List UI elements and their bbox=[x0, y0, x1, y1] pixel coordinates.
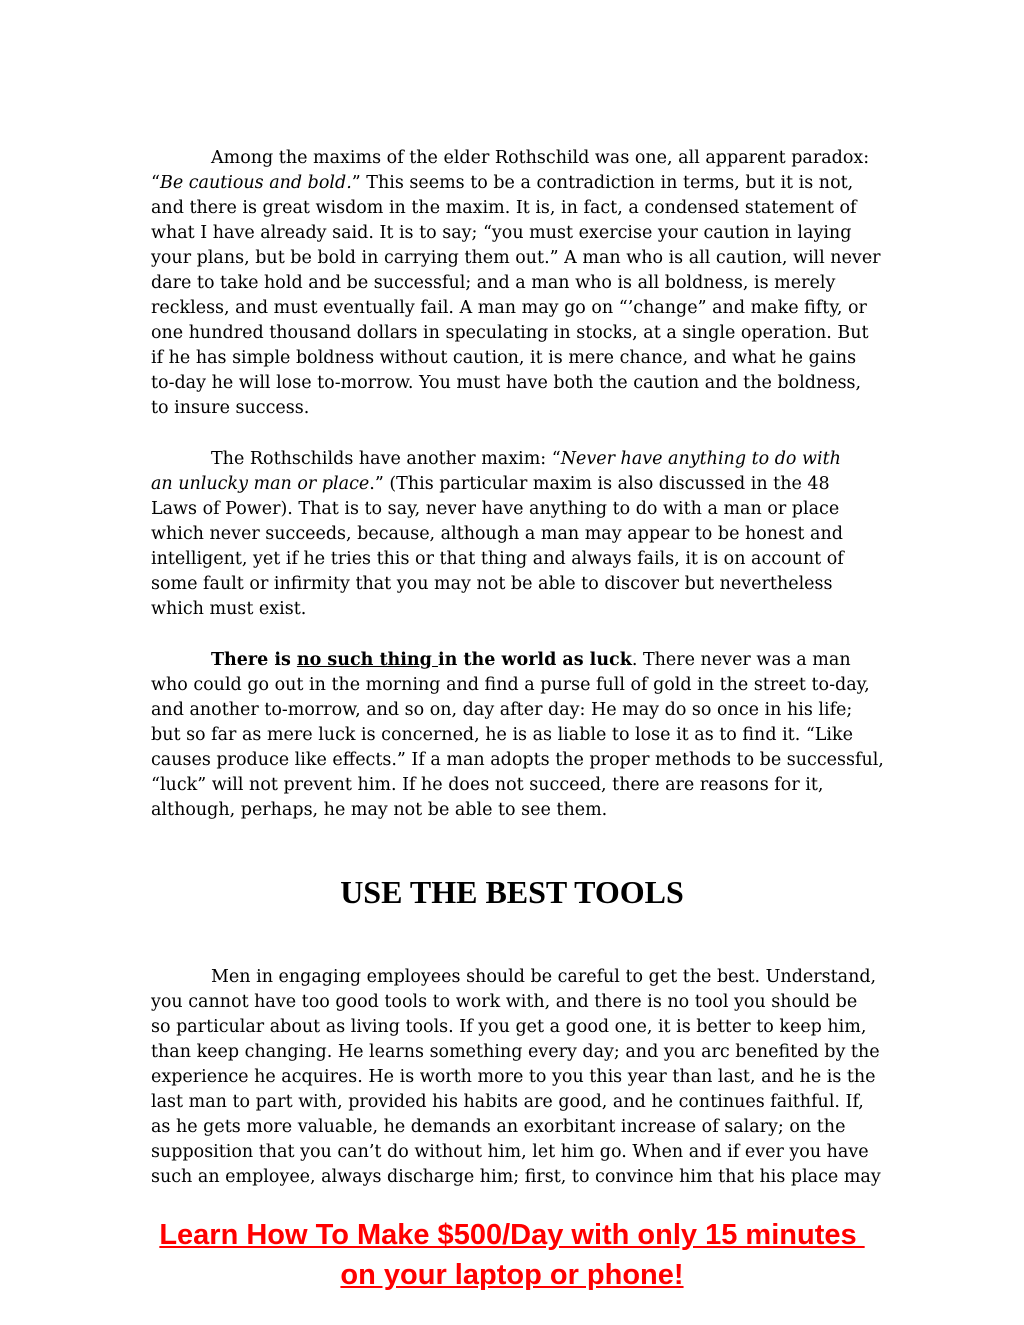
text-line: such an employee, always discharge him; first, to convince him that his place may bbox=[151, 1167, 881, 1187]
text-line: you cannot have too good tools to work with, and there is no tool you should be bbox=[151, 992, 858, 1012]
italic-quote: Be cautious and bold. bbox=[159, 173, 352, 193]
text-line: experience he acquires. He is worth more to you this year than last, and he is the bbox=[151, 1067, 876, 1087]
text-line: dare to take hold and be successful; and a man who is all boldness, is merely bbox=[151, 273, 836, 293]
text-line: last man to part with, provided his habits are good, and he continues faithful. If, bbox=[151, 1092, 864, 1112]
text-line bbox=[151, 472, 830, 497]
text-line: your plans, but be bold in carrying them out.” A man who is all caution, will never bbox=[151, 248, 881, 268]
text-line: Laws of Power). That is to say, never have anything to do with a man or place bbox=[151, 499, 840, 519]
text-line: Among the maxims of the elder Rothschild was one, all apparent paradox: bbox=[211, 148, 870, 168]
text-line: than keep changing. He learns something every day; and you arc benefited by the bbox=[151, 1042, 880, 1062]
text-line: to-day he will lose to-morrow. You must have both the caution and the boldness, bbox=[151, 373, 862, 393]
text-span: .” (This particular maxim is also discussed in the 48 bbox=[369, 474, 830, 494]
text-line: but so far as mere luck is concerned, he is as liable to lose it as to find it. “Like bbox=[151, 725, 853, 745]
text-line: what I have already said. It is to say; “you must exercise your caution in laying bbox=[151, 223, 852, 243]
text-line: who could go out in the morning and find a purse full of gold in the street to-day, bbox=[151, 675, 870, 695]
text-line: Men in engaging employees should be careful to get the best. Understand, bbox=[211, 967, 877, 987]
ad-link-line-1[interactable]: Learn How To Make $500/Day with only 15 minutes bbox=[159, 1219, 865, 1251]
text-line bbox=[151, 171, 853, 196]
text-line bbox=[211, 648, 851, 673]
text-line: although, perhaps, he may not be able to see them. bbox=[151, 800, 608, 820]
text-line: one hundred thousand dollars in speculating in stocks, at a single operation. But bbox=[151, 323, 869, 343]
bold-text: in the world as luck bbox=[437, 650, 632, 670]
text-span: “ bbox=[151, 173, 160, 193]
text-line: reckless, and must eventually fail. A man may go on “’change” and make fifty, or bbox=[151, 298, 867, 318]
text-span: ” This seems to be a contradiction in terms, but it is not, bbox=[351, 173, 854, 193]
text-line: to insure success. bbox=[151, 398, 310, 418]
ad-link-line-2[interactable]: on your laptop or phone! bbox=[340, 1259, 684, 1291]
bold-underlined-text: no such thing bbox=[296, 650, 438, 670]
text-line: intelligent, yet if he tries this or that thing and always fails, it is on account of bbox=[151, 549, 844, 569]
text-line: “luck” will not prevent him. If he does not succeed, there are reasons for it, bbox=[151, 775, 824, 795]
text-line: which never succeeds, because, although a man may appear to be honest and bbox=[151, 524, 843, 544]
bold-text: There is bbox=[211, 650, 297, 670]
text-line: as he gets more valuable, he demands an exorbitant increase of salary; on the bbox=[151, 1117, 846, 1137]
text-span: . There never was a man bbox=[631, 650, 851, 670]
italic-quote: Never have anything to do with bbox=[560, 449, 841, 469]
text-line: causes produce like effects.” If a man adopts the proper methods to be successful, bbox=[151, 750, 884, 770]
text-line: which must exist. bbox=[151, 599, 307, 619]
text-line: and there is great wisdom in the maxim. It is, in fact, a condensed statement of bbox=[151, 198, 857, 218]
section-heading: USE THE BEST TOOLS bbox=[340, 874, 684, 910]
text-line: so particular about as living tools. If you get a good one, it is better to keep him, bbox=[151, 1017, 867, 1037]
italic-quote: an unlucky man or place bbox=[151, 474, 370, 494]
text-line: some fault or infirmity that you may not be able to discover but nevertheless bbox=[151, 574, 833, 594]
text-span: The Rothschilds have another maxim: “ bbox=[211, 449, 561, 469]
text-line: supposition that you can’t do without him, let him go. When and if ever you have bbox=[151, 1142, 869, 1162]
text-line: and another to-morrow, and so on, day after day: He may do so once in his life; bbox=[151, 700, 853, 720]
text-line bbox=[211, 447, 841, 472]
text-line: if he has simple boldness without caution, it is mere chance, and what he gains bbox=[151, 348, 857, 368]
